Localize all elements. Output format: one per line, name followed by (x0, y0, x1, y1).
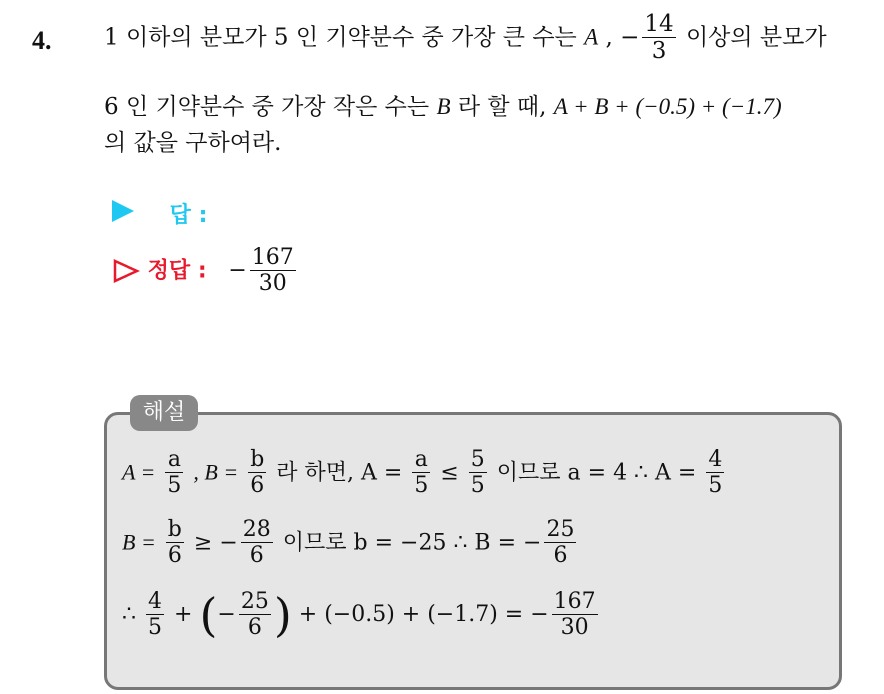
denominator: 30 (552, 614, 598, 640)
math-text: 이므로 a = 4 ∴ A = (496, 460, 697, 486)
minus-sign: − (228, 258, 247, 284)
math-text: + (174, 602, 193, 627)
question-line-2 (104, 88, 782, 121)
question-text: 라 할 때, (457, 94, 547, 120)
numerator: a (414, 447, 428, 472)
denominator: 3 (642, 37, 675, 64)
play-icon (112, 200, 134, 222)
question-line-1 (104, 12, 827, 65)
numerator: 4 (148, 588, 162, 614)
fraction (166, 518, 184, 568)
denominator: 5 (148, 614, 162, 640)
question-line-3: 의 값을 구하여라. (104, 130, 282, 156)
correct-answer-row (112, 246, 299, 296)
therefore-symbol: ∴ (122, 602, 136, 627)
fraction (552, 590, 598, 640)
question-text: 1 이하의 분모가 5 인 기약분수 중 가장 큰 수는 (104, 24, 577, 51)
denominator: 5 (708, 473, 723, 499)
numerator: 25 (240, 588, 269, 614)
denominator: 6 (544, 542, 576, 568)
math-text: 라 하면, A = (276, 460, 403, 486)
answer-row (112, 198, 207, 229)
math-text: 이므로 b = −25 ∴ B = − (282, 530, 542, 556)
numerator: 5 (470, 447, 485, 472)
fraction (412, 448, 430, 498)
denominator: 5 (414, 473, 429, 499)
math-text: A = (122, 459, 156, 485)
fraction (469, 448, 487, 498)
left-paren: ( (199, 588, 218, 642)
fraction (544, 518, 576, 568)
numerator: b (250, 447, 265, 472)
fraction (706, 448, 724, 498)
minus-sign: − (217, 602, 236, 627)
fraction (248, 448, 266, 498)
math-text: , B = (193, 459, 239, 485)
question-number: 4. (32, 26, 52, 55)
question-text: 6 인 기약분수 중 가장 작은 수는 (104, 94, 430, 120)
math-text: + (−0.5) + (−1.7) = − (298, 602, 549, 627)
minus-sign: − (620, 24, 640, 51)
solution-tag: 해설 (130, 395, 198, 431)
question-text: 이상의 분모가 (685, 24, 827, 51)
numerator: 25 (546, 517, 575, 542)
fraction (146, 590, 164, 640)
solution-line-3 (122, 588, 601, 642)
denominator: 30 (250, 270, 296, 296)
denominator: 6 (241, 542, 273, 568)
numerator: 167 (251, 245, 294, 270)
denominator: 5 (167, 473, 182, 499)
answer-label: 답 : (169, 203, 208, 228)
fraction (241, 518, 273, 568)
fraction (250, 246, 296, 296)
numerator: b (167, 517, 182, 542)
numerator: 4 (708, 447, 723, 472)
fraction (239, 590, 271, 640)
correct-answer-label: 정답 : (147, 258, 207, 284)
variable-a: A (584, 24, 599, 50)
math-text: ≤ (440, 460, 459, 486)
math-text: ≥ − (193, 530, 238, 556)
denominator: 5 (470, 473, 485, 499)
expression: A + B + (−0.5) + (−1.7) (553, 94, 782, 119)
right-paren: ) (273, 588, 292, 642)
denominator: 6 (248, 472, 266, 498)
numerator: 14 (644, 11, 674, 37)
math-text: B = (122, 529, 156, 555)
denominator: 6 (239, 614, 271, 640)
outline-triangle-icon (112, 258, 140, 284)
fraction (642, 12, 675, 65)
numerator: 28 (242, 517, 271, 542)
correct-answer-value (228, 245, 298, 297)
solution-line-1 (122, 448, 727, 498)
denominator: 6 (166, 542, 184, 568)
fraction (165, 448, 183, 498)
numerator: a (167, 447, 181, 472)
solution-line-2 (122, 518, 579, 568)
separator: , (605, 24, 613, 51)
variable-b: B (436, 94, 451, 119)
numerator: 167 (553, 588, 596, 614)
